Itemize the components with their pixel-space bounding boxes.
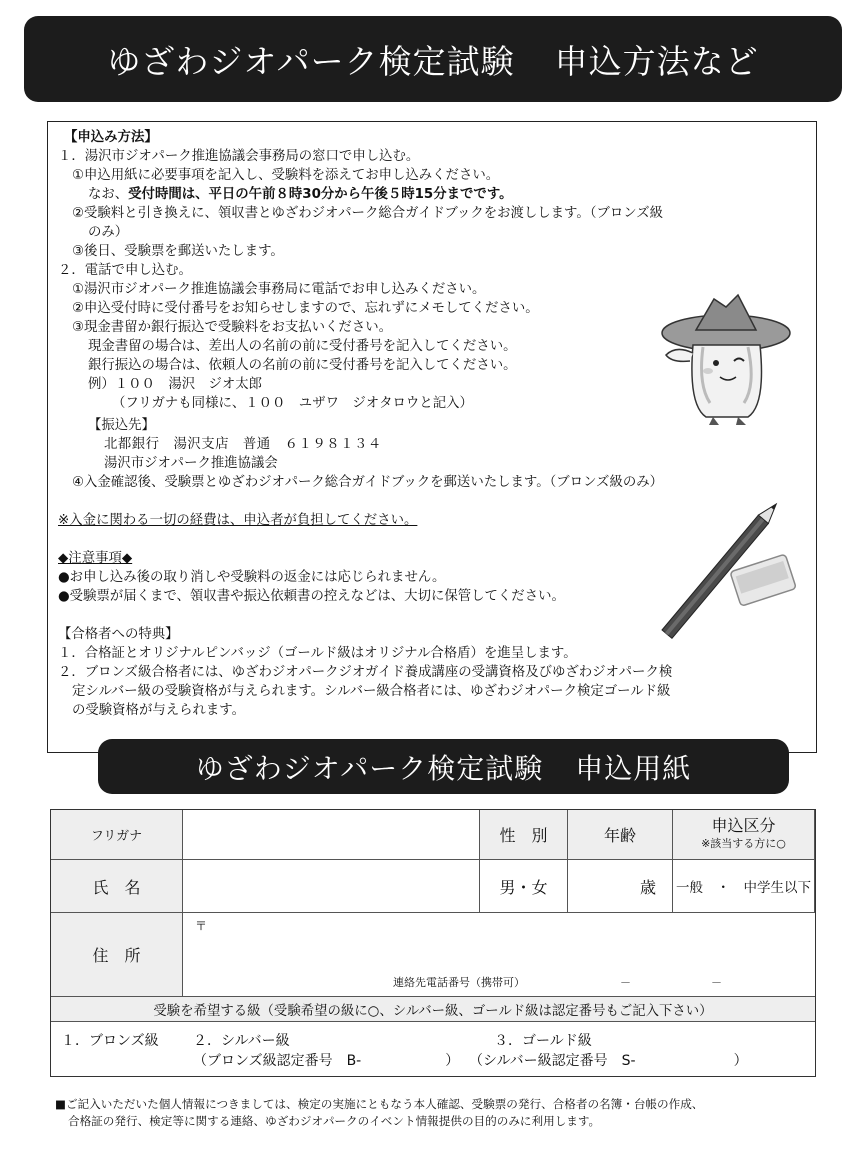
reception-hours <box>88 185 513 204</box>
cost-note: ※入金に関わる一切の経費は、申込者が負担してください。 <box>58 513 418 528</box>
reception-hours-text: 受付時間は、平日の午前８時30分から午後５時15分までです。 <box>128 187 513 202</box>
application-form <box>50 809 816 1077</box>
benefits-heading: 【合格者への特典】 <box>58 627 179 642</box>
privacy-footnote <box>55 1096 703 1130</box>
method-1-step-2-cont: のみ） <box>88 225 129 240</box>
method-1-step-2: ②受験料と引き換えに、領収書とゆざわジオパーク総合ガイドブックをお渡しします。（ブロンズ級 <box>72 206 664 221</box>
page-title: ゆざわジオパーク検定試験 <box>107 41 515 81</box>
pencil-eraser-illustration <box>652 500 802 640</box>
bank-heading: 【振込先】 <box>88 418 155 433</box>
notes-heading: ◆注意事項◆ <box>58 551 133 566</box>
form-title-banner <box>98 739 789 794</box>
grade-bronze[interactable]: １．ブロンズ級 <box>61 1033 159 1049</box>
address-label: 住 所 <box>51 913 183 997</box>
grade-gold[interactable]: ３．ゴールド級 <box>494 1033 592 1049</box>
cash-registered-note: 現金書留の場合は、差出人の名前の前に受付番号を記入してください。 <box>88 339 517 354</box>
category-select[interactable]: 一般 ・ 中学生以下 <box>673 860 815 913</box>
bank-account: 北都銀行 湯沢支店 普通 ６１９８１３４ <box>104 437 382 452</box>
method-2-step-1: ①湯沢市ジオパーク推進協議会事務局に電話でお申し込みください。 <box>72 282 486 297</box>
age-input[interactable] <box>568 860 673 913</box>
grade-select[interactable] <box>51 1022 815 1076</box>
bank-account-holder: 湯沢市ジオパーク推進協議会 <box>104 456 278 471</box>
application-heading: 【申込み方法】 <box>64 130 158 145</box>
benefit-2: ２．ブロンズ級合格者には、ゆざわジオパークジオガイド養成講座の受講資格及びゆざわジオパーク検 <box>58 665 673 680</box>
name-label: 氏 名 <box>51 860 183 913</box>
method-1: １．湯沢市ジオパーク推進協議会事務局の窓口で申し込む。 <box>58 149 420 164</box>
page-subtitle: 申込方法など <box>554 41 759 81</box>
category-label-cell <box>673 810 815 860</box>
name-input[interactable] <box>183 860 480 913</box>
application-info-box <box>47 121 817 753</box>
category-label: 申込区分 <box>711 815 776 835</box>
method-2-step-4: ④入金確認後、受験票とゆざわジオパーク総合ガイドブックを郵送いたします。（ブロンズ級のみ） <box>72 475 664 490</box>
bank-transfer-note: 銀行振込の場合は、依頼人の名前の前に受付番号を記入してください。 <box>88 358 517 373</box>
example-furigana: （フリガナも同様に、１００ ユザワ ジオタロウと記入） <box>112 396 473 411</box>
age-label: 年齢 <box>568 810 673 860</box>
grade-silver[interactable]: ２．シルバー級 <box>193 1033 290 1049</box>
form-subtitle: 申込用紙 <box>575 751 692 785</box>
address-input[interactable] <box>183 913 815 997</box>
benefit-2-cont2: の受験資格が与えられます。 <box>72 703 246 718</box>
method-2-step-3: ③現金書留か銀行振込で受験料をお支払いください。 <box>72 320 392 335</box>
gender-label: 性 別 <box>480 810 568 860</box>
method-2-step-2: ②申込受付時に受付番号をお知らせしますので、忘れずにメモしてください。 <box>72 301 539 316</box>
note-1: ●お申し込み後の取り消しや受験料の返金には応じられません。 <box>58 570 446 585</box>
phone-dash-2: － <box>711 976 722 989</box>
note-2: ●受験票が届くまで、領収書や振込依頼書の控えなどは、大切に保管してください。 <box>58 589 565 604</box>
reception-hours-prefix: なお、 <box>88 187 129 202</box>
silver-cert-number[interactable]: （シルバー級認定番号 S- ） <box>469 1053 748 1069</box>
example-line: 例）１００ 湯沢 ジオ太郎 <box>88 377 263 392</box>
form-title: ゆざわジオパーク検定試験 <box>195 751 544 785</box>
bronze-cert-number[interactable]: （ブロンズ級認定番号 B- ） <box>193 1053 460 1069</box>
phone-dash-1: － <box>620 976 631 989</box>
furigana-input[interactable] <box>183 810 480 860</box>
gender-select[interactable]: 男・女 <box>480 860 568 913</box>
mascot-illustration <box>648 285 798 430</box>
method-1-step-1: ①申込用紙に必要事項を記入し、受験料を添えてお申し込みください。 <box>72 168 500 183</box>
method-1-step-3: ③後日、受験票を郵送いたします。 <box>72 244 284 259</box>
postal-mark: 〒 <box>195 919 208 933</box>
age-unit: 歳 <box>639 877 656 897</box>
phone-label: 連絡先電話番号（携帯可） <box>393 976 525 989</box>
benefit-1: １．合格証とオリジナルピンバッジ（ゴールド級はオリジナル合格盾）を進呈します。 <box>58 646 577 661</box>
grade-header: 受験を希望する級（受験希望の級に○、シルバー級、ゴールド級は認定番号もご記入下さい） <box>51 997 815 1022</box>
page-title-banner <box>24 16 842 102</box>
furigana-label: フリガナ <box>51 810 183 860</box>
method-2: ２．電話で申し込む。 <box>58 263 192 278</box>
category-note: ※該当する方に○ <box>701 836 786 850</box>
privacy-line-2: 合格証の発行、検定等に関する連絡、ゆざわジオパークのイベント情報提供の目的のみに利用します。 <box>68 1114 601 1128</box>
privacy-line-1: ■ご記入いただいた個人情報につきましては、検定の実施にともなう本人確認、受験票の発行、合格者の名簿・台帳の作成、 <box>55 1097 704 1111</box>
benefit-2-cont: 定シルバー級の受験資格が与えられます。シルバー級合格者には、ゆざわジオパーク検定ゴールド級 <box>72 684 671 699</box>
